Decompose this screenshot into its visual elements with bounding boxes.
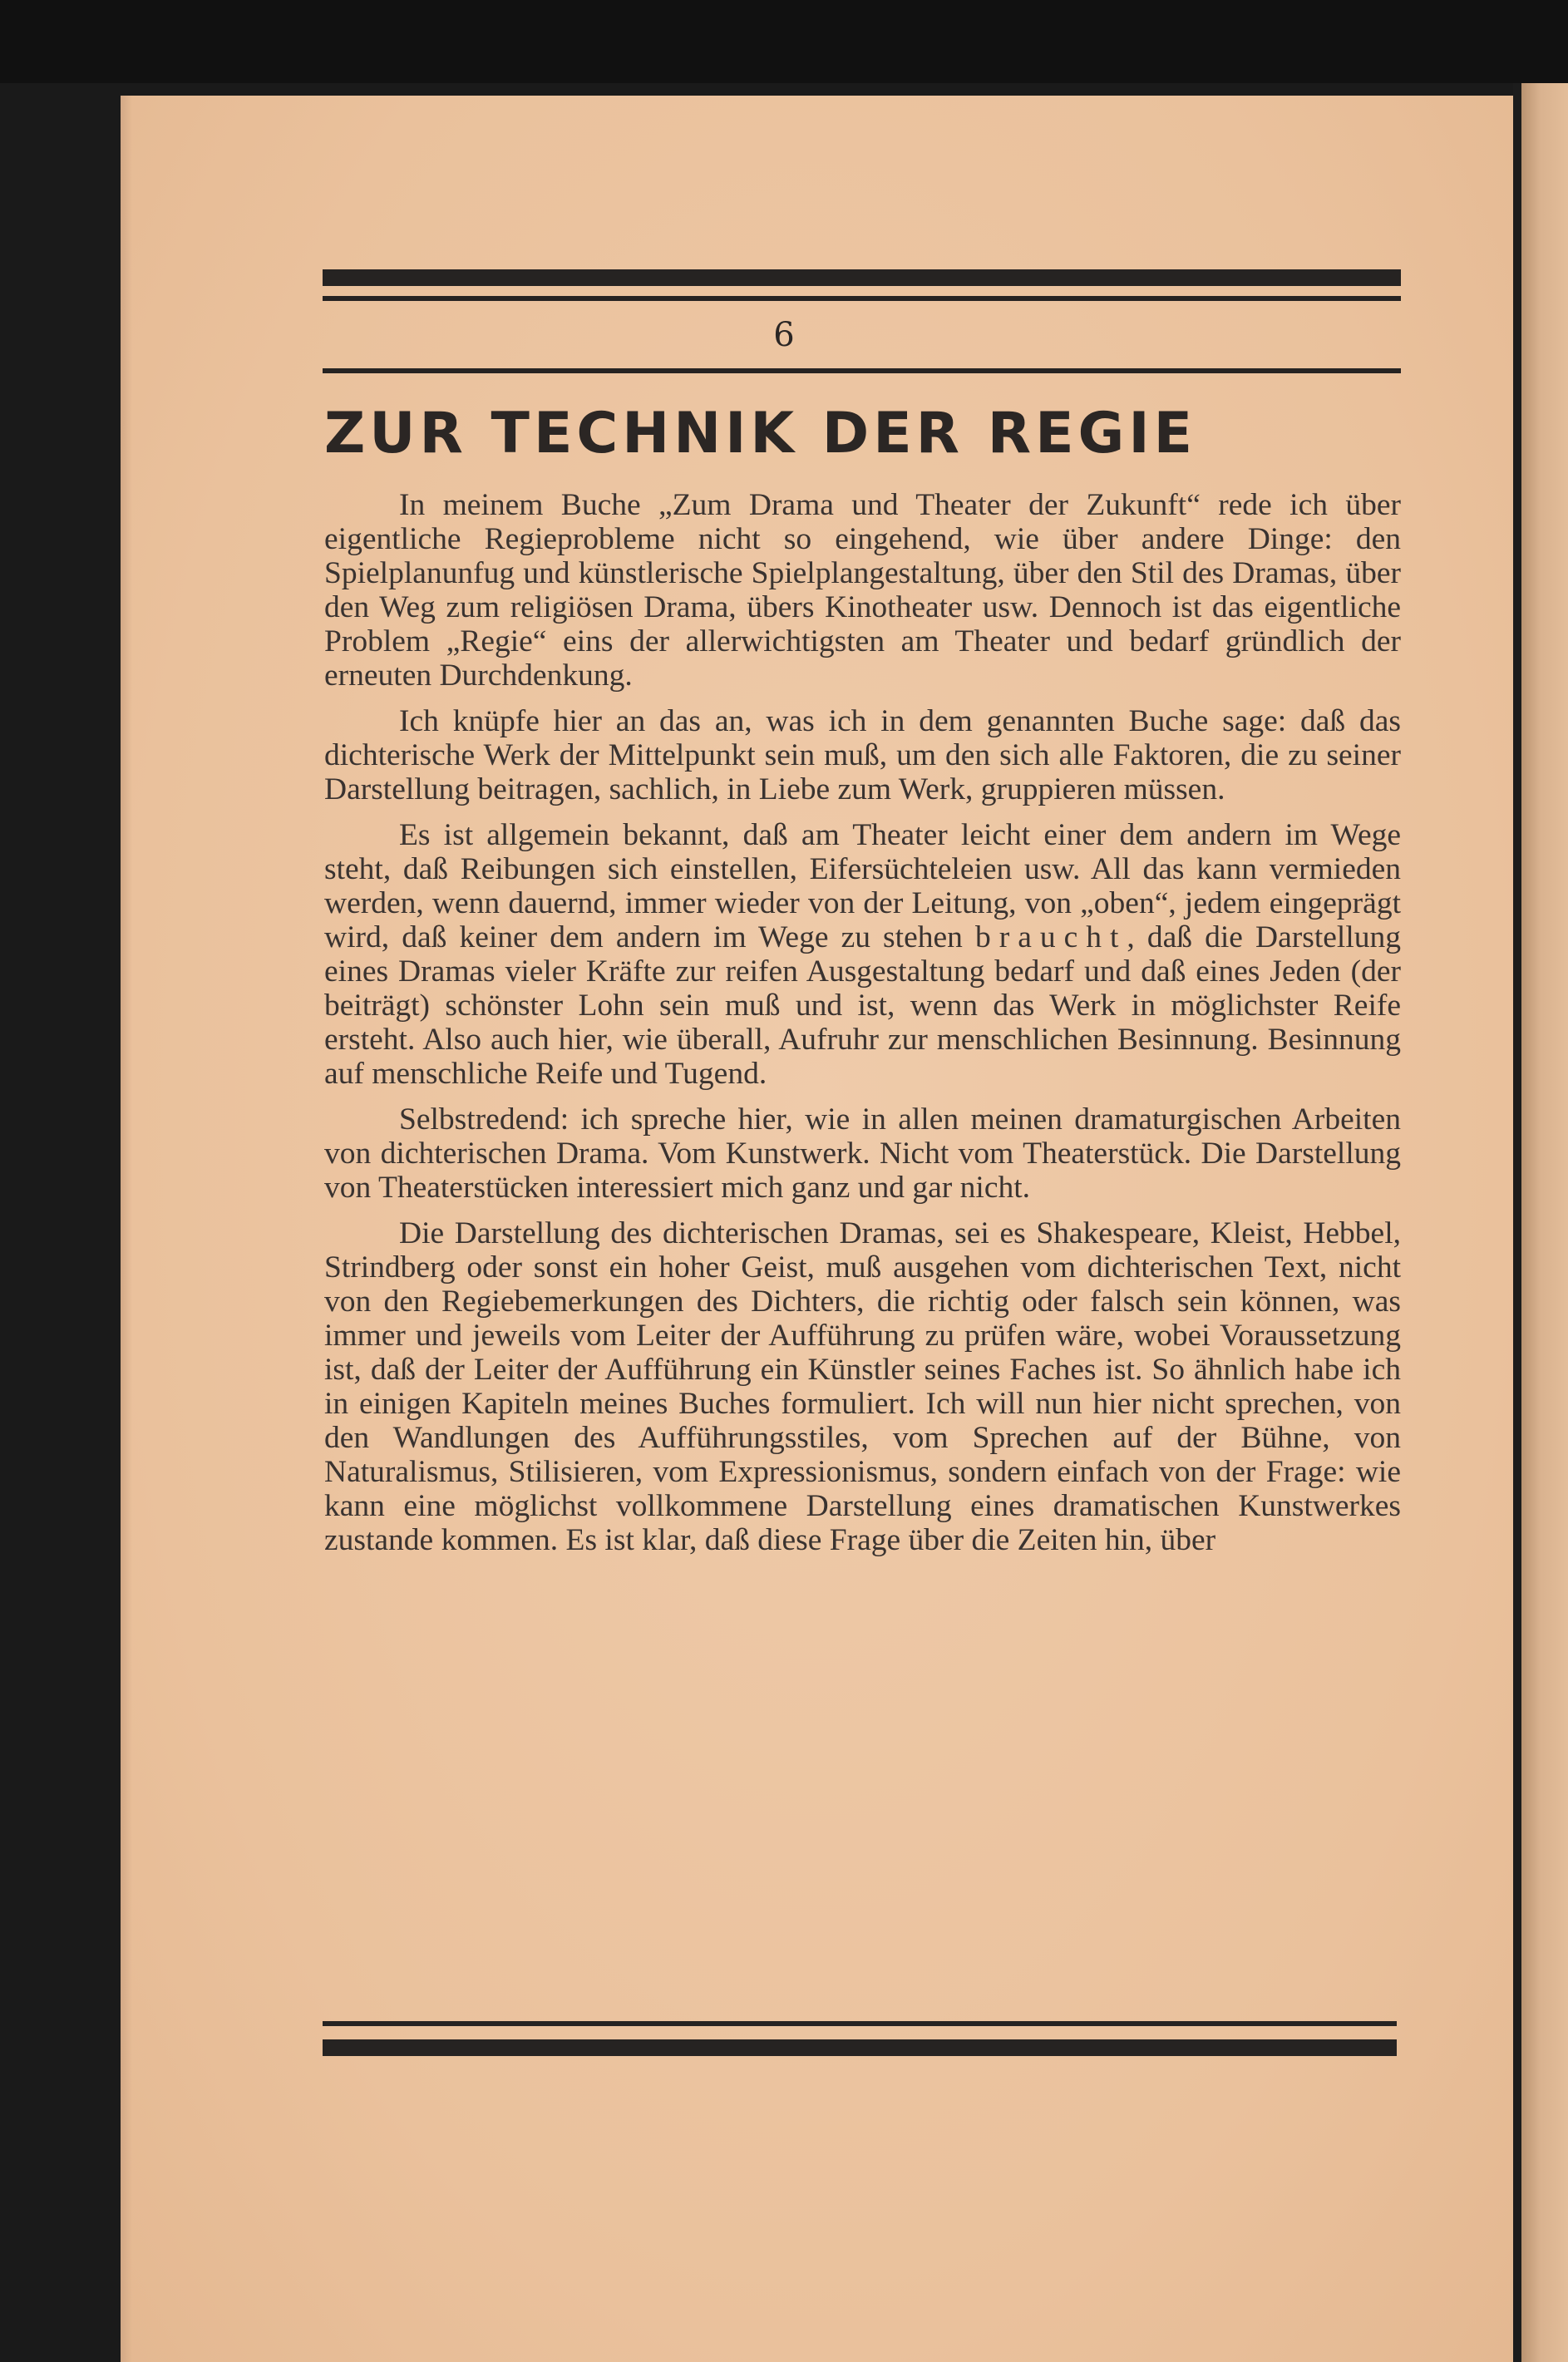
- paragraph-text: , daß die Darstellung eines Dramas vieler Kräfte zur reifen Ausgestaltung bedarf und daß eines Jeden (der beiträgt) schönster Lohn sein muß und ist, wenn das Werk in möglichster Reife ersteht. Also auch hier, wie überall, Aufruhr zur menschlichen Besinnung. Besinnung auf menschliche Reife und Tugend.: [324, 920, 1402, 1091]
- footer-rule-thin: [323, 2021, 1397, 2026]
- title-rule: [323, 368, 1401, 373]
- paragraph: Die Darstellung des dichterischen Dramas, sei es Shakespeare, Kleist, Hebbel, Strindberg oder sonst ein hoher Geist, muß ausgehen vom dichterischen Text, nicht von den Regiebemerkungen des Dichters, die richtig oder falsch sein können, was immer und jeweils vom Leiter der Aufführung zu prüfen wäre, wobei Voraussetzung ist, daß der Leiter der Aufführung ein Künstler seines Faches ist. So ähnlich habe ich in einigen Kapiteln meines Buches formuliert. Ich will nun hier nicht sprechen, von den Wandlungen des Aufführungsstiles, vom Sprechen auf der Bühne, von Naturalismus, Stilisieren, vom Expressionismus, sondern einfach von der Frage: wie kann eine möglichst vollkommene Darstellung eines dramatischen Kunstwerkes zustande kommen. Es ist klar, daß diese Frage über die Zeiten hin, über: [324, 1216, 1401, 1557]
- paragraph: Ich knüpfe hier an das an, was ich in dem genannten Buche sage: daß das dichterische Werk der Mittelpunkt sein muß, um den sich alle Faktoren, die zu seiner Darstellung beitragen, sachlich, in Liebe zum Werk, gruppieren müssen.: [324, 704, 1401, 806]
- paragraph: In meinem Buche „Zum Drama und Theater der Zukunft“ rede ich über eigentliche Regieprobleme nicht so eingehend, wie über andere Dinge: den Spielplanunfug und künstlerische Spielplangestaltung, über den Stil des Dramas, über den Weg zum religiösen Drama, übers Kinotheater usw. Dennoch ist das eigentliche Problem „Regie“ eins der allerwichtigsten am Theater und bedarf gründlich der erneuten Durchdenkung.: [324, 488, 1401, 693]
- adjacent-page-edge: [1521, 83, 1568, 2362]
- body-text: [324, 488, 1401, 1569]
- paragraph: Selbstredend: ich spreche hier, wie in allen meinen dramaturgischen Arbeiten von dichterischen Drama. Vom Kunstwerk. Nicht vom Theaterstück. Die Darstellung von Theaterstücken interessiert mich ganz und gar nicht.: [324, 1102, 1401, 1205]
- header-rule-thin: [323, 296, 1401, 301]
- paragraph: [324, 818, 1401, 1091]
- emphasized-word: braucht: [974, 920, 1127, 954]
- page-gutter: [1513, 83, 1521, 2362]
- scan-background: [0, 0, 1568, 83]
- header-rule-thick: [323, 269, 1401, 286]
- page-number: 6: [773, 316, 795, 354]
- footer-rule-thick: [323, 2039, 1397, 2056]
- chapter-title: ZUR TECHNIK DER REGIE: [324, 401, 1197, 466]
- paragraph-text: Es ist allgemein bekannt, daß am Theater leicht einer dem andern im Wege steht, daß Reibungen sich einstellen, Eifersüchteleien usw. All das kann vermieden werden, wenn dauernd, immer wieder von der Leitung, von „oben“, jedem eingeprägt wird, daß keiner dem andern im Wege zu stehen: [324, 818, 1401, 954]
